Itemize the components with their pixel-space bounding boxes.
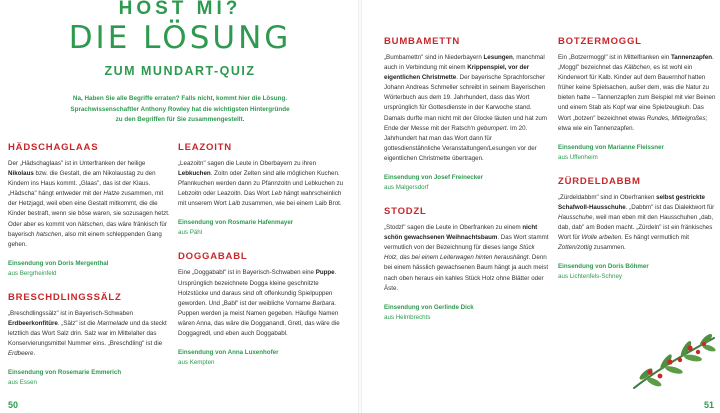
entry-leazoitn (178, 142, 344, 238)
right-page (364, 0, 720, 413)
entry-credit: Einsendung von Josef Freinecker aus Malgersdorf (384, 174, 484, 192)
entry-text: „Leazoitn" sagen die Leute in Oberbayern zu ihren Lebkuchen. Zoitn oder Zelten sind alle möglichen Kuchen. Pfannkuchen werden dann zu Pfannzoitn und Lebkuchen zu Lebzoitn oder Leazoitn. Das Wort Leb hängt wahrscheinlich mit unserem Wort Laib zusammen, wie bei einem Laib Brot. (178, 160, 344, 208)
entry-credit: Einsendung von Rosemarie Emmerich aus Essen (8, 369, 122, 387)
entry-bumbamettn (384, 36, 550, 193)
middle-column (178, 142, 344, 381)
page-number-left: 50 (8, 400, 19, 410)
entry-title: DOGGABABL (178, 251, 248, 263)
entry-credit: Einsendung von Rosmarie Hafenmayer aus Pähl (178, 219, 294, 237)
entry-zuerdeldabbm (558, 176, 716, 283)
subtitle: ZUM MUNDART-QUIZ (104, 64, 256, 78)
entry-text: Ein „Botzermoggl" ist in Mittelfranken ein Tannenzapfen. „Moggl" bezeichnet das Kälbchen, es ist wohl ein Kinderwort für Kalb. Kinder auf dem Bauernhof hatten früher keine Spielsachen, außer dem, was die Natur zu bieten hatte – Tannenzapfen zum Beispiel mit vier Beinen und einem Stab als Kopf war eine Spielzeugkuh. Das Wort „botzen" bezeichnet etwas Rundes, Mittelgroßes; etwa wie ein Tannenzapfen. (558, 54, 716, 132)
entry-botzermoggl (558, 36, 716, 163)
page-title: DIE LÖSUNG (68, 20, 292, 56)
right-column-2 (558, 36, 716, 295)
entry-title: BOTZERMOGGL (558, 36, 642, 47)
entry-stodzl (384, 206, 550, 323)
entry-text: „Breschdlingssälz" ist in Bayerisch-Schwaben Erdbeerkonfitüre. „Sälz" ist die Marmelade und da steckt letztlich das Wort Salz drin. Salz war im Mittelalter das Konservierungsmittel Nummer eins. „Breschdling" ist die Erdbeere. (8, 309, 167, 358)
left-page (0, 0, 356, 413)
mistletoe-branch-icon (630, 332, 718, 392)
entry-credit: Einsendung von Anna Luxenhofer aus Kempten (178, 349, 279, 367)
entry-credit: Einsendung von Marianne Fleissner aus Uffenheim (558, 143, 664, 161)
article-header (0, 0, 360, 126)
entry-title: HÄDSCHAGLAAS (8, 142, 99, 153)
entry-doggababl (178, 251, 344, 368)
entry-text: Eine „Doggababl" ist in Bayerisch-Schwaben eine Puppe. Ursprünglich bezeichnete Dogga kleine geschnitzte Holzstücke und daraus sind oft offenkundig Spielpuppen geworden. Und „Babl" ist der weibliche Vorname Barbara. Puppen werden ja meist Namen gegeben. Häufige Namen wären Anna, das wäre die Dogganandl, Gretl, das wäre die Doggagredl, und eben auch Doggababl. (178, 269, 340, 338)
entry-text: „Stodzl" sagen die Leute in Oberfranken zu einem nicht schön gewachsenen Weihnachtsbaum. Das Wort stammt vermutlich von der Bezeichnung für dieses lange Stück Holz, das bei einem Leiterwagen hinten heraushängt. Denn bei einem hässlich gewachsenen Baum hängt ja auch meist nach oben heraus ein kahles Stück Holz ohne Blätter oder Äste. (384, 224, 549, 292)
entry-text: Der „Hädschaglaas" ist in Unterfranken der heilige Nikolaus bzw. die Gestalt, die am Nikolaustag zu den Kindern ins Haus kommt. „Glaas", das ist der Klaus. „Hädscha" hängt entweder mit der Hatze zusammen, mit der Hetzjagd, weil eben eine Gestalt mitkommt, die die Kinder bestraft, wenn sie böse waren, sie sozusagen hetzt. Oder aber es kommt von hätschen, das wäre fränkisch für bayerisch hatschen, also mit einem schleppenden Gang gehen. (8, 160, 170, 248)
entry-breschdlingssaelz (8, 292, 170, 388)
intro-text: Na, Haben Sie alle Begriffe erraten? Falls nicht, kommt hier die Lösung. Sprachwissenschaftler Anthony Rowley hat die wichtigsten Hintergründe zu den Begriffen für Sie zusammengestellt. (70, 95, 290, 123)
entry-credit: Einsendung von Doris Böhmer aus Lichtenfels-Schney (558, 263, 649, 281)
entry-credit: Einsendung von Doris Mergenthal aus Bergrheinfeld (8, 259, 109, 277)
entry-haedschaglaas (8, 142, 170, 279)
left-column (8, 142, 170, 401)
kicker: HOST MI? (118, 0, 242, 19)
entry-title: BRESCHDLINGSSÄLZ (8, 291, 122, 303)
page-number-right: 51 (703, 400, 714, 410)
book-spine (358, 0, 362, 413)
entry-title: BUMBAMETTN (384, 36, 461, 47)
entry-title: LEAZOITN (178, 142, 232, 153)
entry-title: ZÜRDELDABBM (558, 175, 641, 187)
entry-credit: Einsendung von Gerlinde Dick aus Helmbrechts (384, 303, 474, 321)
right-column-1 (384, 36, 550, 336)
entry-title: STODZL (384, 206, 427, 218)
entry-text: „Bumbamettn" sind in Niederbayern Lesungen, manchmal auch in Verbindung mit einem Krippenspiel, vor der eigentlichen Christmette. Der bayerische Sprachforscher Johann Andreas Schmeller schreibt in seinem Bayerischen Wörterbuch aus dem 19. Jahrhundert, dass das Wort ursprünglich für Gottesdienste in der Karwoche stand. Damals durfte man nicht mit der Glocke läuten und hat zum Ende der Messe mit der Ratsch'n gebumpert. Im 20. Jahrhundert hat man das Wort dann für gottesdienstähnliche Veranstaltungen/Lesungen vor der eigentlichen Christmette übertragen. (384, 54, 548, 162)
entry-text: „Zürdeldabbm" sind in Oberfranken selbst gestrickte Schafwoll-Hausschuhe. „Dabbm" ist das Dialektwort für Hausschuhe, weil man eben mit den Hausschuhen „dab, dab, dab" am Boden macht. „Zürdeln" ist ein fränkisches Wort für Wolle arbeiten. Es hängt vermutlich mit Zotten/zottig zusammen. (558, 193, 715, 252)
